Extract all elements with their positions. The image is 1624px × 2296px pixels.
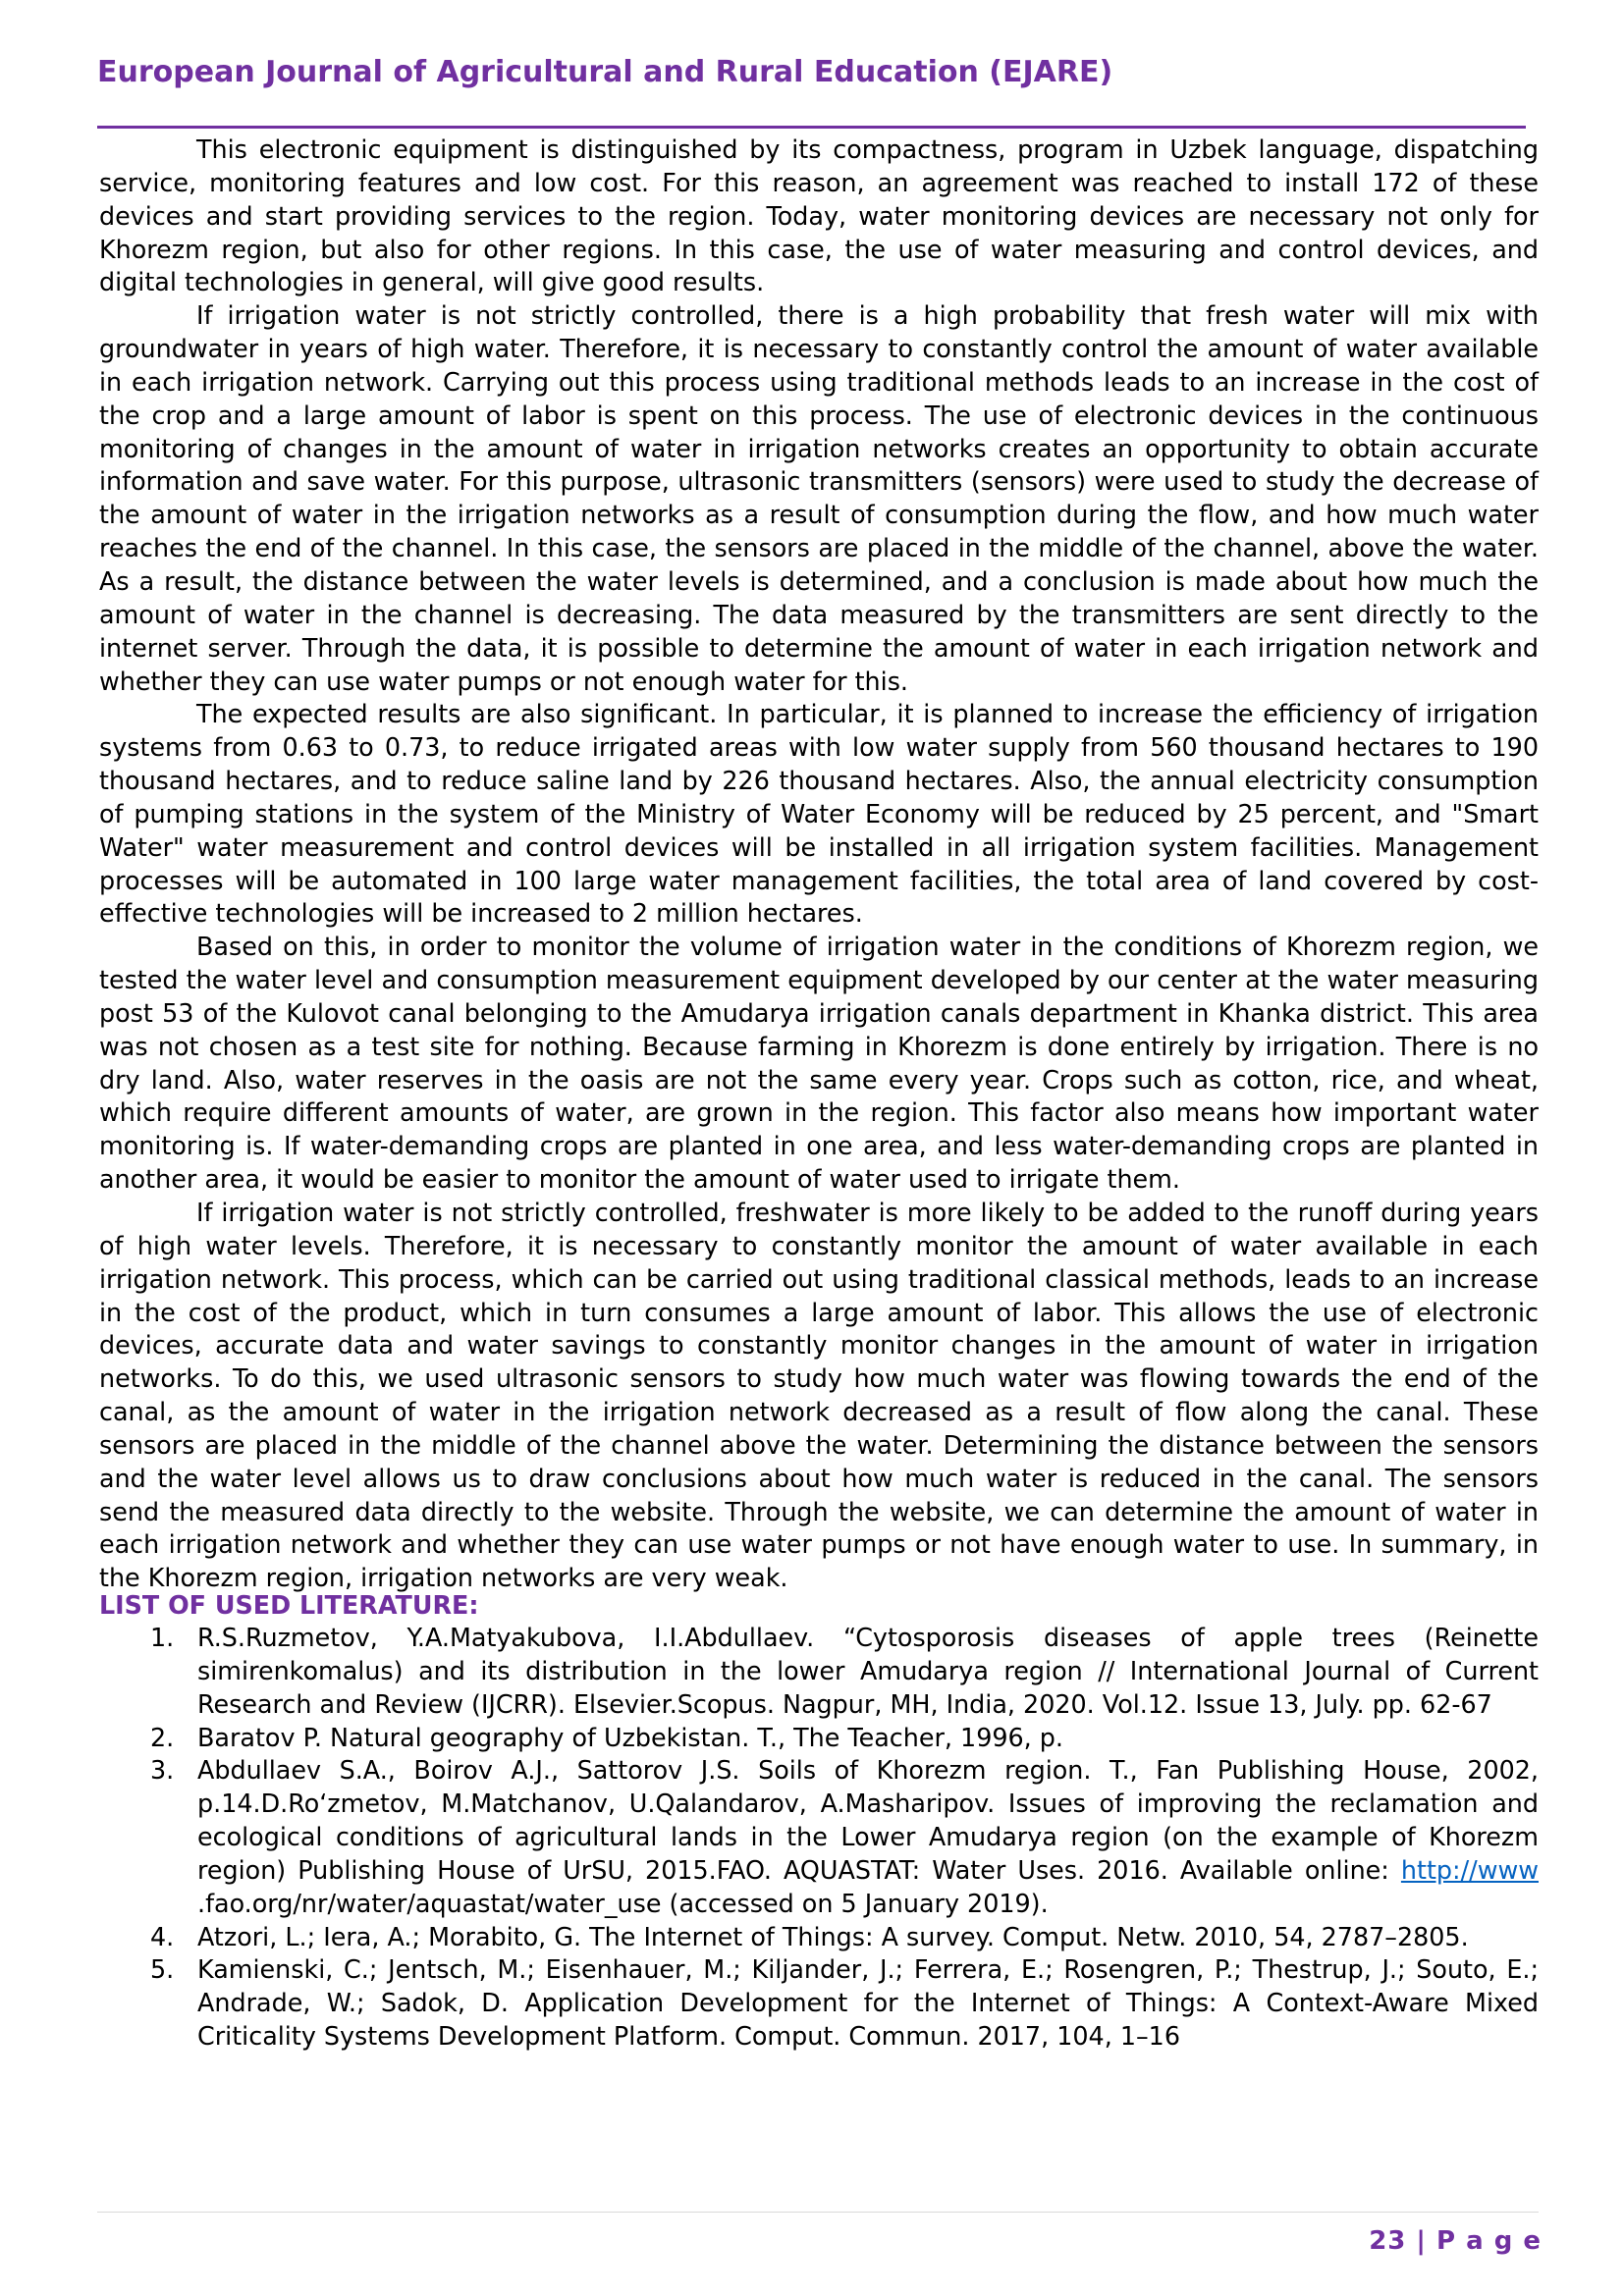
literature-heading: LIST OF USED LITERATURE: xyxy=(99,1590,479,1620)
footer-divider xyxy=(97,2212,1539,2213)
article-body xyxy=(99,133,1539,1595)
reference-link[interactable]: http://www xyxy=(1400,1854,1539,1885)
reference-number: 2. xyxy=(150,1722,175,1752)
reference-text: Baratov P. Natural geography of Uzbekistan. T., The Teacher, 1996, p. xyxy=(197,1722,1063,1752)
body-paragraph: This electronic equipment is distinguished by its compactness, program in Uzbek language, dispatching service, monitoring features and low cost. For this reason, an agreement was reached to install 172 of these devices and start providing services to the region. Today, water monitoring devices are necessary not only for Khorezm region, but also for other regions. In this case, the use of water measuring and control devices, and digital technologies in general, will give good results. xyxy=(99,134,1539,297)
reference-item xyxy=(99,1722,1539,1755)
reference-text: Atzori, L.; Iera, A.; Morabito, G. The Internet of Things: A survey. Comput. Netw. 2010, 54, 2787–2805. xyxy=(197,1921,1469,1951)
reference-item xyxy=(99,1921,1539,1954)
reference-text: R.S.Ruzmetov, Y.A.Matyakubova, I.I.Abdullaev. “Cytosporosis diseases of apple trees (Reinette simirenkomalus) and its distribution in the lower Amudarya region // International Journal of Current Research and Review (IJCRR). Elsevier.Scopus. Nagpur, MH, India, 2020. Vol.12. Issue 13, July. pp. 62-67 xyxy=(197,1623,1539,1719)
reference-number: 4. xyxy=(150,1921,175,1951)
reference-item xyxy=(99,1754,1539,1920)
page-number: 23 | P a g e xyxy=(1369,2226,1542,2256)
header-divider xyxy=(97,126,1526,129)
body-paragraph: If irrigation water is not strictly controlled, there is a high probability that fresh water will mix with groundwater in years of high water. Therefore, it is necessary to constantly control the amount of water available in each irrigation network. Carrying out this process using traditional methods leads to an increase in the cost of the crop and a large amount of labor is spent on this process. The use of electronic devices in the continuous monitoring of changes in the amount of water in irrigation networks creates an opportunity to obtain accurate information and save water. For this purpose, ultrasonic transmitters (sensors) were used to study the decrease of the amount of water in the irrigation networks as a result of consumption during the flow, and how much water reaches the end of the channel. In this case, the sensors are placed in the middle of the channel, above the water. As a result, the distance between the water levels is determined, and a conclusion is made about how much the amount of water in the channel is decreasing. The data measured by the transmitters are sent directly to the internet server. Through the data, it is possible to determine the amount of water in each irrigation network and whether they can use water pumps or not enough water for this. xyxy=(99,300,1539,696)
reference-text: Abdullaev S.A., Boirov A.J., Sattorov J.S. Soils of Khorezm region. T., Fan Publishing House, 2002, p.14.D.Ro‘zmetov, M.Matchanov, U.Qalandarov, A.Masharipov. Issues of improving the reclamation and ecological conditions of agricultural lands in the Lower Amudarya region (on the example of Khorezm region) Publishing House of UrSU, 2015.FAO. AQUASTAT: Water Uses. 2016. Available online: xyxy=(197,1755,1539,1885)
reference-number: 3. xyxy=(150,1755,175,1786)
body-paragraph: If irrigation water is not strictly controlled, freshwater is more likely to be added to the runoff during years of high water levels. Therefore, it is necessary to constantly monitor the amount of water available in each irrigation network. This process, which can be carried out using traditional classical methods, leads to an increase in the cost of the product, which in turn consumes a large amount of labor. This allows the use of electronic devices, accurate data and water savings to constantly monitor changes in the amount of water in irrigation networks. To do this, we used ultrasonic sensors to study how much water was flowing towards the end of the canal, as the amount of water in the irrigation network decreased as a result of flow along the canal. These sensors are placed in the middle of the channel above the water. Determining the distance between the sensors and the water level allows us to draw conclusions about how much water is reduced in the canal. The sensors send the measured data directly to the website. Through the website, we can determine the amount of water in each irrigation network and whether they can use water pumps or not have enough water to use. In summary, in the Khorezm region, irrigation networks are very weak. xyxy=(99,1198,1539,1593)
reference-number: 1. xyxy=(150,1623,175,1652)
reference-text: Kamienski, C.; Jentsch, M.; Eisenhauer, M.; Kiljander, J.; Ferrera, E.; Rosengren, P.; Thestrup, J.; Souto, E.; Andrade, W.; Sadok, D. Application Development for the Internet of Things: A Context-Aware Mixed Criticality Systems Development Platform. Comput. Commun. 2017, 104, 1–16 xyxy=(197,1954,1539,2052)
reference-text-continued: .fao.org/nr/water/aquastat/water_use (accessed on 5 January 2019). xyxy=(197,1888,1049,1918)
reference-number: 5. xyxy=(150,1954,175,1985)
reference-item xyxy=(99,1953,1539,2054)
body-paragraph: The expected results are also significant. In particular, it is planned to increase the efficiency of irrigation systems from 0.63 to 0.73, to reduce irrigated areas with low water supply from 560 thousand hectares to 190 thousand hectares, and to reduce saline land by 226 thousand hectares. Also, the annual electricity consumption of pumping stations in the system of the Ministry of Water Economy will be reduced by 25 percent, and "Smart Water" water measurement and control devices will be installed in all irrigation system facilities. Management processes will be automated in 100 large water management facilities, the total area of land covered by cost-effective technologies will be increased to 2 million hectares. xyxy=(99,699,1539,929)
journal-title: European Journal of Agricultural and Rural Education (EJARE) xyxy=(97,55,1113,89)
reference-item xyxy=(99,1622,1539,1722)
body-paragraph: Based on this, in order to monitor the volume of irrigation water in the conditions of Khorezm region, we tested the water level and consumption measurement equipment developed by our center at the water measuring post 53 of the Kulovot canal belonging to the Amudarya irrigation canals department in Khanka district. This area was not chosen as a test site for nothing. Because farming in Khorezm is done entirely by irrigation. There is no dry land. Also, water reserves in the oasis are not the same every year. Crops such as cotton, rice, and wheat, which require different amounts of water, are grown in the region. This factor also means how important water monitoring is. If water-demanding crops are planted in one area, and less water-demanding crops are planted in another area, it would be easier to monitor the amount of water used to irrigate them. xyxy=(99,932,1539,1195)
reference-list xyxy=(99,1622,1539,2054)
